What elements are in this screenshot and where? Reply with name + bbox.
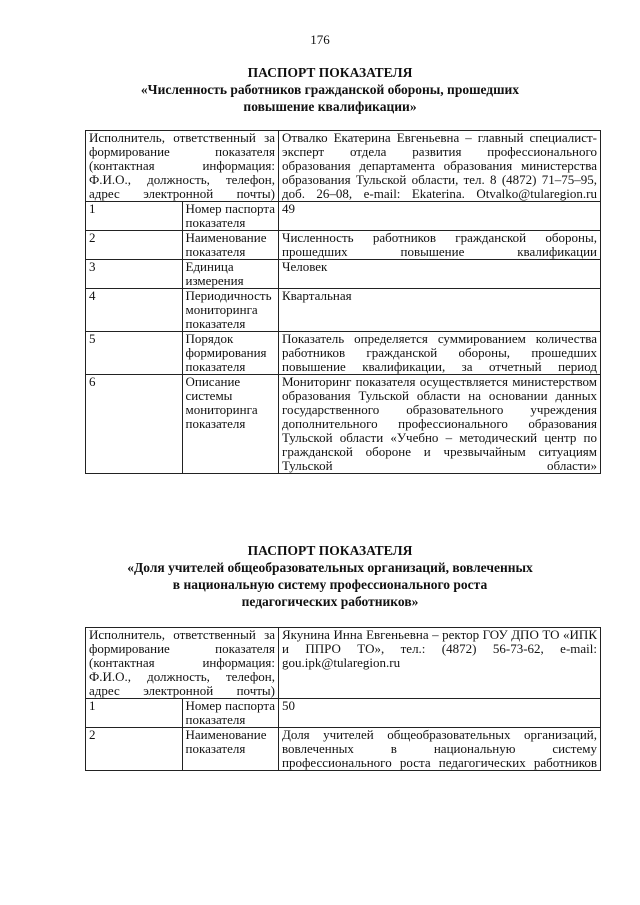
row-number: 3 bbox=[86, 260, 183, 289]
passport-title-2 bbox=[70, 542, 590, 610]
page-number: 176 bbox=[310, 32, 330, 47]
title-heading: ПАСПОРТ ПОКАЗАТЕЛЯ bbox=[247, 543, 413, 558]
table-row bbox=[86, 728, 601, 771]
row-number: 2 bbox=[86, 231, 183, 260]
row-label: Наименование показателя bbox=[182, 728, 279, 771]
row-label: Описание системы мониторинга показателя bbox=[182, 375, 279, 474]
executor-label: Исполнитель, ответственный за формирование показателя (контактная информация: Ф.И.О., должность, телефон, адрес электронной почты) bbox=[86, 131, 279, 202]
passport-table-2 bbox=[85, 627, 601, 771]
row-value: 50 bbox=[279, 699, 601, 728]
row-label: Единица измерения bbox=[182, 260, 279, 289]
row-number: 6 bbox=[86, 375, 183, 474]
title-line: «Доля учителей общеобразовательных организаций, вовлеченных bbox=[127, 560, 533, 575]
title-heading: ПАСПОРТ ПОКАЗАТЕЛЯ bbox=[247, 65, 413, 80]
row-value: 49 bbox=[279, 202, 601, 231]
executor-value: Отвалко Екатерина Евгеньевна – главный специалист-эксперт отдела развития профессионального образования департамента образования министерства образования Тульской области, тел. 8 (4872) 71–75–95, доб. 26–08, e-mail: Ekaterina. Otvalko@tularegion.ru bbox=[279, 131, 601, 202]
row-label: Периодичность мониторинга показателя bbox=[182, 289, 279, 332]
table-row bbox=[86, 628, 601, 699]
table-row bbox=[86, 231, 601, 260]
title-line: повышение квалификации» bbox=[243, 99, 417, 114]
row-label: Номер паспорта показателя bbox=[182, 202, 279, 231]
table-row bbox=[86, 202, 601, 231]
table-row bbox=[86, 332, 601, 375]
passport-table-1 bbox=[85, 130, 601, 474]
table-row bbox=[86, 260, 601, 289]
row-label: Номер паспорта показателя bbox=[182, 699, 279, 728]
row-value: Квартальная bbox=[279, 289, 601, 332]
table-row bbox=[86, 699, 601, 728]
row-number: 1 bbox=[86, 699, 183, 728]
row-value: Показатель определяется суммированием количества работников гражданской обороны, прошедших повышение квалификации, за отчетный период bbox=[279, 332, 601, 375]
passport-title-1 bbox=[70, 64, 590, 115]
executor-value: Якунина Инна Евгеньевна – ректор ГОУ ДПО ТО «ИПК и ППРО ТО», тел.: (4872) 56-73-62, e-mail: gou.ipk@tularegion.ru bbox=[279, 628, 601, 699]
table-row bbox=[86, 131, 601, 202]
row-value: Человек bbox=[279, 260, 601, 289]
row-label: Наименование показателя bbox=[182, 231, 279, 260]
row-value: Доля учителей общеобразовательных организаций, вовлеченных в национальную систему профессионального роста педагогических работников bbox=[279, 728, 601, 771]
title-line: педагогических работников» bbox=[241, 594, 419, 609]
title-line: «Численность работников гражданской обороны, прошедших bbox=[140, 82, 520, 97]
row-value: Численность работников гражданской обороны, прошедших повышение квалификации bbox=[279, 231, 601, 260]
row-number: 5 bbox=[86, 332, 183, 375]
row-value: Мониторинг показателя осуществляется министерством образования Тульской области на основании данных государственного образовательного учреждения дополнительного профессионального образования Тульской области «Учебно – методический центр по гражданской обороне и чрезвычайным ситуациям Тульской области» bbox=[279, 375, 601, 474]
title-line: в национальную систему профессионального роста bbox=[172, 577, 488, 592]
executor-label: Исполнитель, ответственный за формирование показателя (контактная информация: Ф.И.О., должность, телефон, адрес электронной почты) bbox=[86, 628, 279, 699]
row-label: Порядок формирования показателя bbox=[182, 332, 279, 375]
row-number: 4 bbox=[86, 289, 183, 332]
row-number: 2 bbox=[86, 728, 183, 771]
table-row bbox=[86, 375, 601, 474]
row-number: 1 bbox=[86, 202, 183, 231]
table-row bbox=[86, 289, 601, 332]
